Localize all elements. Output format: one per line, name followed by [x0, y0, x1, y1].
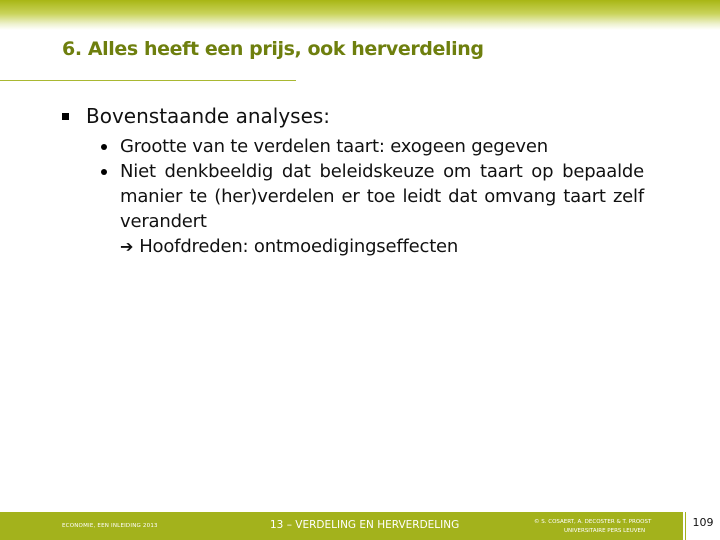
sub-item-line: Niet denkbeeldig dat beleidskeuze om taart op bepaalde — [120, 161, 644, 182]
footer-copyright-line: © S. COSAERT, A. DECOSTER & T. PROOST — [534, 519, 652, 525]
sub-item-text — [120, 159, 644, 259]
footer-chapter-label: 13 – VERDELING EN HERVERDELING — [270, 519, 460, 531]
slide-content — [62, 104, 662, 259]
bullet-text: Bovenstaande analyses: — [86, 104, 331, 128]
footer-course-label: ECONOMIE, EEN INLEIDING 2013 — [62, 523, 158, 529]
bullet-item — [62, 104, 662, 128]
arrow-text: Hoofdreden: ontmoedigingseffecten — [139, 236, 459, 257]
sub-item-text — [120, 134, 644, 159]
sub-item-line: verandert — [120, 211, 207, 232]
dot-bullet-icon — [101, 169, 107, 175]
square-bullet-icon — [62, 113, 69, 120]
arrow-line — [120, 234, 644, 259]
slide-title: 6. Alles heeft een prijs, ook herverdeling — [62, 38, 484, 60]
sub-list-item — [101, 134, 662, 159]
page-number: 109 — [692, 516, 714, 529]
footer-copyright — [534, 518, 651, 536]
title-underline — [0, 80, 296, 81]
sub-item-line: Grootte van te verdelen taart: exogeen gegeven — [120, 136, 548, 157]
right-arrow-icon: ➔ — [120, 237, 134, 256]
footer-publisher-line: UNIVERSITAIRE PERS LEUVEN — [564, 528, 646, 534]
top-gradient-band — [0, 0, 720, 30]
footer-divider — [683, 512, 685, 540]
sub-item-line: manier te (her)verdelen er toe leidt dat omvang taart zelf — [120, 186, 644, 207]
footer-bar — [0, 512, 720, 540]
page-number-box — [686, 510, 720, 540]
sub-list — [101, 134, 662, 259]
dot-bullet-icon — [101, 144, 107, 150]
sub-list-item — [101, 159, 662, 259]
